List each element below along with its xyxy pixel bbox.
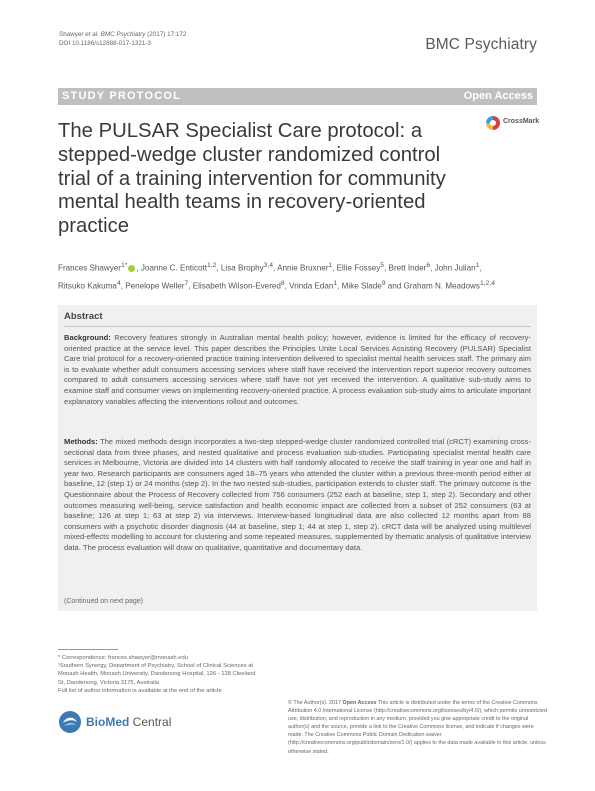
journal-name: BMC Psychiatry (425, 36, 537, 53)
author-affiliation-sup: 5 (380, 262, 385, 269)
author-list (58, 258, 544, 293)
author-affiliation-sup: 1 (333, 279, 338, 287)
author-affiliation-sup: 1,2,4 (479, 279, 495, 287)
author-affiliation-sup: 8 (280, 279, 285, 287)
methods-text: The mixed methods design incorporates a two-step stepped-wedge cluster randomized controlled trial (cRCT) examining cross-sectional data from three phases, and nested qualitative and process evaluation sub-studies. Participating specialist mental health care services in Melbourne, Victoria are divided into 14 clusters with half randomly allocated to receive the staff training in year one and half in year two. Research participants are consumers aged 18–75 years who attended the cluster within a previous three-month period either at baseline, 12 (step 1) or 24 months (step 2). In the two nested sub-studies, participation extends to cluster staff. The primary outcome is the Questionnaire about the Process of Recovery collected from 756 consumers (252 each at baseline, step 1, step 2). Secondary and other outcomes measuring well-being, service satisfaction and health economic impact are collected from a subset of 252 consumers (63 at baseline; 126 at step 1; 63 at step 2) via interviews. Interview-based longitudinal data are also collected 12 months apart from 88 consumers with a psychotic disorder diagnosis (44 at baseline, step 1; 44 at step 1, step 2). cRCT data will be analyzed using multilevel mixed-effects modelling to account for clustering and some repeated measures, supplemented by thematic analysis of qualitative interview data. The process evaluation will draw on qualitative, quantitative and documentary data. (64, 437, 531, 552)
author-name: , John Julian (430, 263, 476, 273)
author-name: , Mike Slade (337, 281, 382, 291)
footnotes (58, 654, 258, 695)
author-affiliation-sup: 7 (184, 279, 189, 287)
author-name: , Lisa Brophy (216, 263, 264, 273)
license-statement (288, 699, 548, 756)
abstract-divider (64, 326, 531, 327)
author-name: , Ellie Fossey (332, 263, 381, 273)
author-affiliation-sup: 4 (116, 279, 121, 287)
abstract-methods (64, 437, 531, 554)
citation-author: Shawyer (59, 31, 86, 38)
citation-header (59, 30, 186, 48)
author-name: , Joanne C. Enticott (136, 263, 208, 273)
author-affiliation-sup: 1 (328, 262, 333, 269)
doi-link[interactable]: DOI 10.1186/s12888-017-1321-3 (59, 40, 151, 47)
brand-regular: Central (129, 715, 172, 729)
crossmark-icon-center (490, 120, 496, 126)
brand-bold: BioMed (86, 715, 130, 729)
background-label: Background: (64, 333, 111, 342)
crossmark-button[interactable] (486, 115, 546, 135)
affiliation-note: ¹Southern Synergy, Department of Psychiatry, School of Clinical Sciences at Monash Health, Monash University, Dandenong Hospital, 126 - 128 Cleeland St, Dandenong, Victoria 3175, Australia (58, 663, 256, 686)
copyright-prefix: © The Author(s). 2017 (288, 700, 343, 706)
biomed-central-wordmark (86, 715, 171, 729)
article-type-banner (58, 88, 537, 105)
author-name: , Brett Inder (384, 263, 427, 273)
author-affiliation-sup: 1* (120, 262, 128, 269)
biomed-central-icon (58, 710, 82, 734)
author-affiliation-sup: 9 (381, 279, 386, 287)
abstract-box (58, 305, 537, 611)
author-affiliation-sup: 3,4 (263, 262, 274, 269)
article-type-label: STUDY PROTOCOL (62, 90, 182, 102)
author-name: , Vrinda Edan (284, 281, 334, 291)
crossmark-label: CrossMark (503, 118, 540, 125)
author-name: Frances Shawyer (58, 263, 121, 273)
open-access-bold: Open Access (342, 700, 377, 706)
correspondence-email[interactable]: * Correspondence: frances.shawyer@monash.edu (58, 655, 188, 661)
abstract-background (64, 333, 531, 407)
orcid-icon[interactable] (128, 265, 135, 272)
author-affiliation-sup: 1 (475, 262, 480, 269)
biomed-central-logo[interactable] (58, 710, 172, 734)
author-affiliation-sup: 1,2 (207, 262, 217, 269)
footnote-divider (58, 649, 118, 650)
author-name: Ritsuko Kakuma (58, 281, 117, 291)
author-affiliation-sup: 6 (426, 262, 431, 269)
methods-label: Methods: (64, 437, 98, 446)
citation-volume: (2017) 17:172 (145, 31, 187, 38)
author-line-2 (58, 276, 544, 294)
author-name: , Elisabeth Wilson-Evered (188, 281, 281, 291)
license-text: This article is distributed under the terms of the Creative Commons Attribution 4.0 International License (http://creativecommons.org/licenses/by/4.0/), which permits unrestricted use, distribution, and reproduction in any medium, provided you give appropriate credit to the original author(s) and the source, provide a link to the Creative Commons license, and indicate if changes were made. The Creative Commons Public Domain Dedication waiver (http://creativecommons.org/publicdomain/zero/1.0/) applies to the data made available in this article, unless otherwise stated. (288, 700, 547, 755)
continued-note: (Continued on next page) (64, 598, 143, 605)
author-name: , Annie Bruxner (273, 263, 329, 273)
background-text: Recovery features strongly in Australian mental health policy; however, evidence is limited for the efficacy of recovery-oriented practice at the service level. This paper describes the Principles Unite Local Services Assisting Recovery (PULSAR) Specialist Care trial protocol for a recovery-oriented practice training intervention delivered to specialist mental health services staff. The primary aim is to evaluate whether adult consumers accessing services where staff have received the intervention report superior recovery outcomes compared to adult consumers accessing services where staff have not yet received the intervention. A qualitative sub-study aims to examine staff and consumer views on implementing recovery-oriented practice. A process evaluation sub-study aims to articulate important explanatory variables affecting the interventions rollout and outcomes. (64, 333, 531, 406)
full-author-info-note: Full list of author information is available at the end of the article (58, 687, 222, 694)
citation-journal: et al. BMC Psychiatry (85, 31, 146, 38)
abstract-heading: Abstract (64, 311, 103, 322)
author-name: , Penelope Weller (120, 281, 185, 291)
author-line-1: Frances Shawyer$^{1*}$ , Joanne C. Enticott$^{1,2}$, Lisa Brophy$^{3,4}$, Annie Bruxner$^1$, Ellie Fossey$^5$, Brett Inder$^6$, John Julian$^1$, (58, 262, 482, 273)
article-title: The PULSAR Specialist Care protocol: a stepped-wedge cluster randomized control trial of a training intervention for community mental health teams in recovery-oriented practice (58, 120, 446, 238)
citation-line-1 (59, 30, 186, 39)
author-name: and Graham N. Meadows (385, 281, 480, 291)
open-access-label: Open Access (463, 90, 533, 102)
